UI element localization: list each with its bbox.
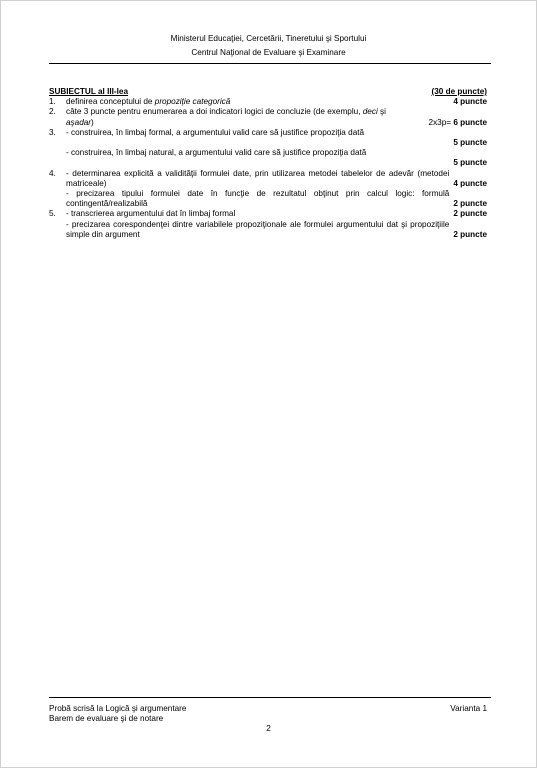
item-number: 3. <box>49 127 56 137</box>
item-3 <box>49 128 487 169</box>
item-text-italic: deci <box>362 107 378 117</box>
barem-label: Barem de evaluare şi de notare <box>49 714 164 724</box>
item-text-italic: aşadar <box>66 117 92 127</box>
item-points-b: 2 puncte <box>453 199 487 209</box>
section-heading <box>49 87 487 97</box>
section-title: SUBIECTUL al III-lea <box>49 87 129 96</box>
item-text-plain: câte 3 puncte pentru enumerarea a doi indicatori logici de concluzie (de exemplu, <box>66 107 363 117</box>
document-header <box>0 32 537 60</box>
item-1 <box>49 97 487 107</box>
item-points-b: 2 puncte <box>453 229 487 239</box>
item-text-plain: ) <box>91 117 94 127</box>
points-calc: 2x3p= <box>428 117 454 127</box>
item-points-a: 5 puncte <box>453 138 487 148</box>
item-4 <box>49 169 487 210</box>
item-text-italic: propoziţie categorică <box>154 97 231 107</box>
item-part-b: - precizarea tipului formulei date în funcţie de rezultatul obţinut prin calcul logic: formulă contingentă/realizabilă <box>66 189 450 209</box>
item-text <box>66 97 449 107</box>
item-part-b: - construirea, în limbaj natural, a argumentului valid care să justifice propoziţia dată <box>66 148 367 158</box>
item-5 <box>49 209 487 240</box>
item-number: 1. <box>49 97 56 107</box>
item-points: 4 puncte <box>453 97 487 107</box>
exam-name: Probă scrisă la Logică şi argumentare <box>49 704 187 713</box>
item-text-plain: definirea conceptului de <box>66 97 155 107</box>
points-value: 6 puncte <box>453 117 487 127</box>
item-number: 5. <box>49 209 56 219</box>
item-part-a: - determinarea explicită a validităţii formulei date, prin utilizarea metodei tabelelor de adevăr (metodei matriceale) <box>66 168 450 188</box>
center-name: Centrul Naţional de Evaluare şi Examinare <box>191 48 346 57</box>
ministry-name: Ministerul Educaţiei, Cercetării, Tineretului şi Sportului <box>170 34 367 43</box>
footer-divider <box>49 697 491 698</box>
item-points-b: 5 puncte <box>453 158 487 168</box>
item-points-a: 2 puncte <box>453 209 487 219</box>
section-points: (30 de puncte) <box>431 87 487 96</box>
item-part-a: - transcrierea argumentului dat în limbaj formal <box>66 209 236 219</box>
item-number: 2. <box>49 107 56 117</box>
page-number: 2 <box>266 724 271 733</box>
item-part-b: - precizarea corespondenţei dintre variabilele propoziţionale ale formulei argumentului dat şi propoziţiile simple din argument <box>66 219 450 239</box>
item-points-a: 4 puncte <box>453 178 487 188</box>
item-text-line2 <box>66 118 94 128</box>
variant-label: Varianta 1 <box>450 704 487 713</box>
grading-content <box>49 87 487 240</box>
item-text-line1 <box>66 107 487 117</box>
item-part-a: - construirea, în limbaj formal, a argumentului valid care să justifice propoziţia dată <box>66 127 365 137</box>
item-text-plain: şi <box>377 107 386 117</box>
item-number: 4. <box>49 168 56 178</box>
document-footer <box>49 704 487 724</box>
item-points <box>429 118 487 128</box>
header-divider <box>49 63 491 64</box>
item-2 <box>49 107 487 127</box>
